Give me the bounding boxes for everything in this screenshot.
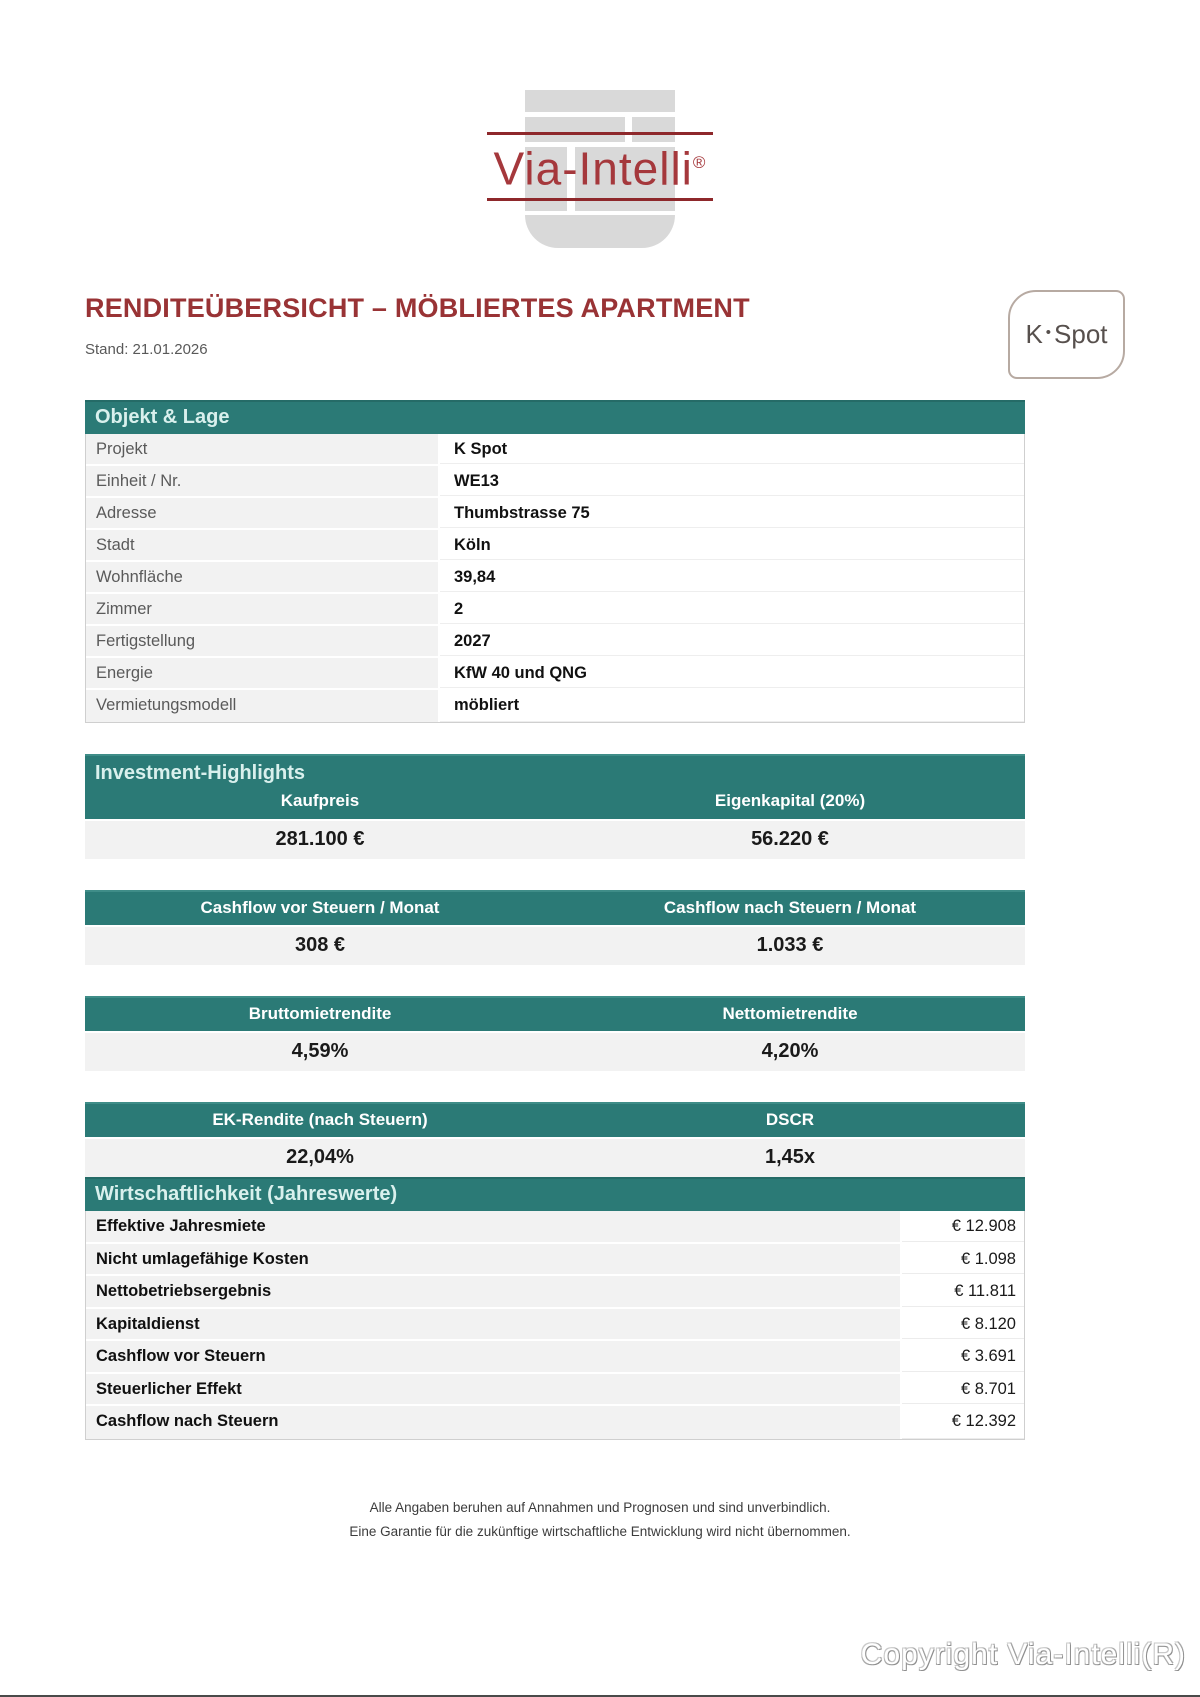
logo-wordmark (460, 135, 740, 198)
kspot-spot: Spot (1054, 319, 1108, 349)
row-value: K Spot (440, 434, 1024, 464)
row-value: € 11.811 (902, 1276, 1024, 1307)
section-header-objekt-lage: Objekt & Lage (85, 400, 1025, 434)
kpi-value: 1,45x (764, 1146, 816, 1168)
kpi-value: 4,59% (291, 1040, 349, 1062)
page-title: RENDITEÜBERSICHT – MÖBLIERTES APARTMENT (85, 293, 750, 323)
table-row (86, 562, 1024, 594)
row-label: Einheit / Nr. (86, 466, 440, 496)
table-row (86, 530, 1024, 562)
section-header-wirtschaftlichkeit: Wirtschaftlichkeit (Jahreswerte) (85, 1177, 1025, 1211)
row-label: Stadt (86, 530, 440, 560)
kpi-value: 308 € (294, 934, 346, 956)
row-value: € 12.392 (902, 1406, 1024, 1439)
table-row (86, 658, 1024, 690)
row-label: Kapitaldienst (86, 1309, 902, 1340)
kspot-dot-icon: • (1045, 324, 1052, 341)
row-value: Thumbstrasse 75 (440, 498, 1024, 528)
kpi-label: Nettomietrendite (722, 1004, 858, 1023)
table-row (86, 1244, 1024, 1277)
copyright-watermark: Copyright Via-Intelli(R) (860, 1638, 1186, 1671)
row-label: Zimmer (86, 594, 440, 624)
table-row (86, 1276, 1024, 1309)
highlights-section (85, 754, 1025, 1177)
kpi-band-ek-dscr (85, 1102, 1025, 1177)
kpi-value: 1.033 € (756, 934, 824, 956)
row-value: € 8.120 (902, 1309, 1024, 1340)
row-label: Vermietungsmodell (86, 690, 440, 722)
row-label: Nettobetriebsergebnis (86, 1276, 902, 1307)
object-table (85, 434, 1025, 723)
row-value: WE13 (440, 466, 1024, 496)
row-value: KfW 40 und QNG (440, 658, 1024, 688)
table-row (86, 1374, 1024, 1407)
kpi-label: Cashflow nach Steuern / Monat (663, 898, 917, 917)
table-row (86, 1341, 1024, 1374)
row-value: 2027 (440, 626, 1024, 656)
table-row (86, 594, 1024, 626)
kpi-value: 22,04% (286, 1146, 354, 1168)
table-row (86, 626, 1024, 658)
via-intelli-logo (460, 80, 740, 252)
kpi-label: Bruttomietrendite (248, 1004, 392, 1023)
registered-mark: ® (692, 153, 707, 172)
table-row (86, 1406, 1024, 1439)
disclaimer-line-2: Eine Garantie für die zukünftige wirtschaftliche Entwicklung wird nicht übernommen. (349, 1524, 851, 1539)
kpi-band-cashflow (85, 890, 1025, 965)
kpi-value: 4,20% (761, 1040, 819, 1062)
row-value: 2 (440, 594, 1024, 624)
row-value: möbliert (440, 690, 1024, 722)
disclaimer-line-1: Alle Angaben beruhen auf Annahmen und Prognosen und sind unverbindlich. (369, 1500, 831, 1515)
row-value: € 8.701 (902, 1374, 1024, 1405)
table-row (86, 1309, 1024, 1342)
row-label: Effektive Jahresmiete (86, 1211, 902, 1242)
row-label: Projekt (86, 434, 440, 464)
disclaimer (0, 1496, 1200, 1544)
object-section (85, 400, 1025, 723)
row-value: € 12.908 (902, 1211, 1024, 1242)
kpi-label: Kaufpreis (280, 791, 360, 810)
kpi-label: DSCR (765, 1110, 815, 1129)
header-block (85, 293, 885, 358)
row-value: Köln (440, 530, 1024, 560)
kpi-label: EK-Rendite (nach Steuern) (212, 1110, 428, 1129)
kpi-label: Eigenkapital (20%) (714, 791, 866, 810)
table-row (86, 1211, 1024, 1244)
economics-section (85, 1177, 1025, 1440)
row-label: Steuerlicher Effekt (86, 1374, 902, 1405)
row-label: Cashflow nach Steuern (86, 1406, 902, 1439)
row-label: Adresse (86, 498, 440, 528)
table-row (86, 498, 1024, 530)
section-header-investment-highlights: Investment-Highlights (95, 762, 306, 784)
economics-table (85, 1211, 1025, 1440)
kspot-k: K (1025, 319, 1043, 349)
row-label: Nicht umlagefähige Kosten (86, 1244, 902, 1275)
logo-text: Via-Intelli (493, 142, 693, 195)
kpi-label: Cashflow vor Steuern / Monat (200, 898, 440, 917)
table-row (86, 690, 1024, 722)
kpi-value: 281.100 € (275, 828, 365, 850)
table-row (86, 466, 1024, 498)
kpi-value: 56.220 € (751, 828, 829, 850)
kpi-band-rendite (85, 996, 1025, 1071)
row-value: € 1.098 (902, 1244, 1024, 1275)
row-value: 39,84 (440, 562, 1024, 592)
row-label: Cashflow vor Steuern (86, 1341, 902, 1372)
kspot-logo (1008, 290, 1125, 379)
row-value: € 3.691 (902, 1341, 1024, 1372)
row-label: Energie (86, 658, 440, 688)
row-label: Fertigstellung (86, 626, 440, 656)
row-label: Wohnfläche (86, 562, 440, 592)
logo-rule-bottom (487, 198, 713, 201)
highlights-banner (85, 754, 1025, 819)
table-row (86, 434, 1024, 466)
date-stamp: Stand: 21.01.2026 (85, 341, 208, 358)
